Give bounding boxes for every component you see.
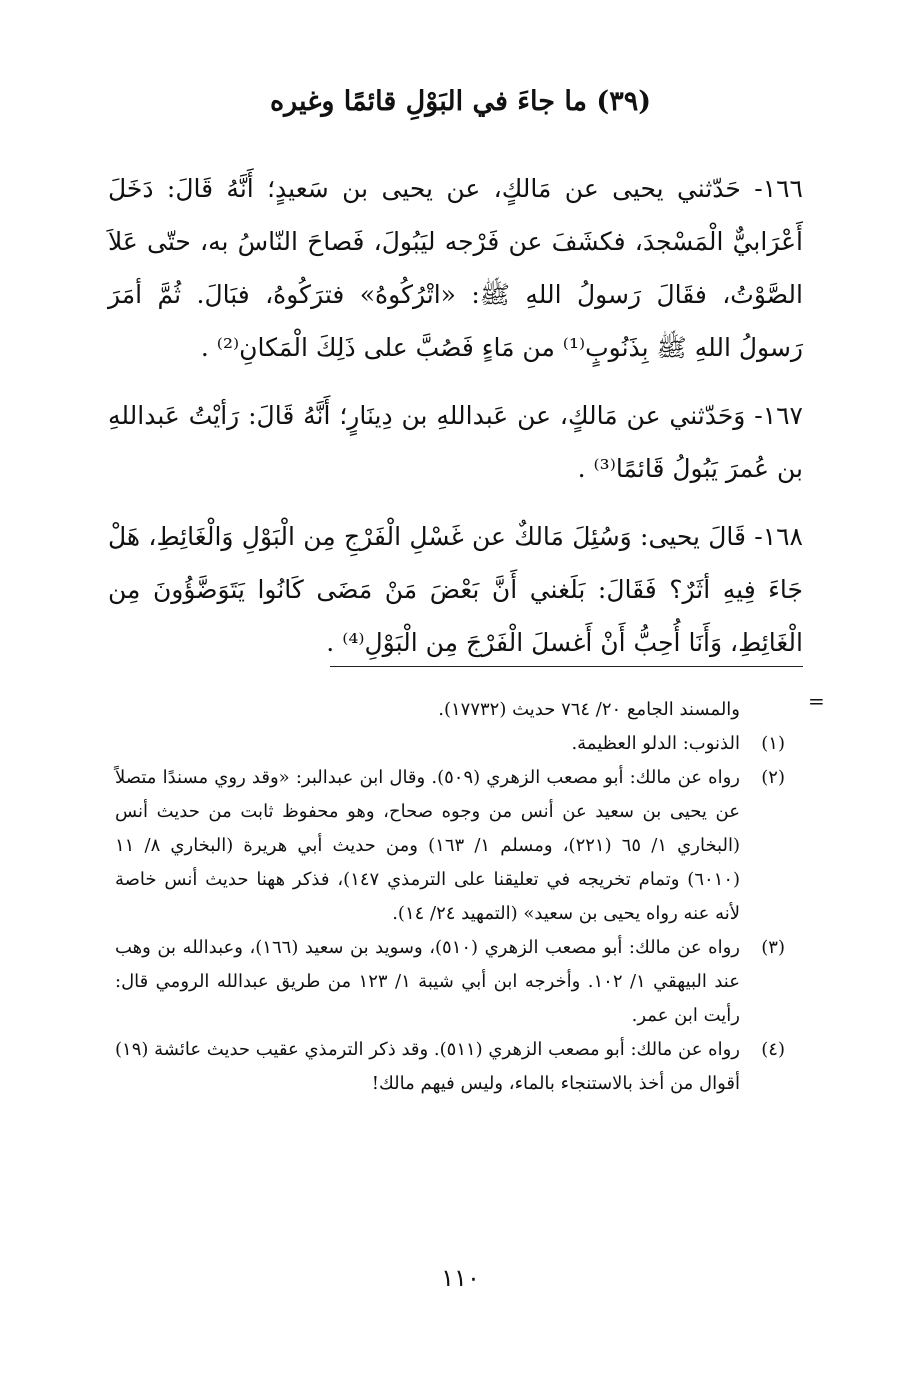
- footnote-4: [115, 1033, 785, 1101]
- footnote-number: (٣): [761, 937, 785, 958]
- footnote-text: رواه عن مالك: أبو مصعب الزهري (٥٠٩). وقال ابن عبدالبر: «وقد روي مسندًا متصلاً عن يحيى بن سعيد عن أنس من وجوه صحاح، وهو محفوظ ثابت من حديث أنس (البخاري ١/ ٦٥ (٢٢١)، ومسلم ١/ ١٦٣) ومن حديث أبي هريرة (البخاري ٨/ ١١ (٦٠١٠) وتمام تخريجه في تعليقنا على الترمذي ١٤٧)، فذكر ههنا حديث أنس خاصة لأنه عنه رواه يحيى بن سعيد» (التمهيد ٢٤/ ١٤).: [115, 767, 741, 924]
- footnote-number: (٤): [761, 1039, 785, 1060]
- footnote-number: (٢): [761, 767, 785, 788]
- footnotes-section: [115, 693, 785, 1101]
- footnote-3: [115, 931, 785, 1033]
- footnote-divider: [330, 666, 803, 667]
- footnote-text: رواه عن مالك: أبو مصعب الزهري (٥١٠)، وسويد بن سعيد (١٦٦)، وعبدالله بن وهب عند البيهقي ١/ ١٠٢. وأخرجه ابن أبي شيبة ١/ ١٢٣ من طريق عبدالله الرومي قال: رأيت ابن عمر.: [115, 937, 740, 1026]
- hadith-167: ١٦٧- وَحَدّثني عن مَالكٍ، عن عَبداللهِ بن دِينَارٍ؛ أَنَّهُ قَالَ: رَأيْتُ عَبداللهِ بن عُمرَ يَبُولُ قَائمًا⁽³⁾ .: [108, 401, 803, 483]
- footnote-continuation: والمسند الجامع ٢٠/ ٧٦٤ حديث (١٧٧٣٢).: [438, 699, 740, 720]
- hadith-168: ١٦٨- قَالَ يحيى: وَسُئِلَ مَالكٌ عن غَسْلِ الْفَرْجِ مِن الْبَوْلِ وَالْغَائِطِ، هَلْ جَاءَ فِيهِ أثَرٌ؟ فَقَالَ: بَلَغني أَنَّ بَعْضَ مَنْ مَضَى كَانُوا يَتَوَضَّؤُونَ مِن الْغَائِطِ، وَأَنَا أُحِبُّ أَنْ أَغسلَ الْفَرْجَ مِن الْبَوْلِ⁽⁴⁾ .: [108, 522, 803, 657]
- footnote-text: الذنوب: الدلو العظيمة.: [571, 733, 740, 754]
- chapter-title: (٣٩) ما جاءَ في البَوْلِ قائمًا وغيره: [270, 86, 651, 117]
- page-number: ١١٠: [441, 1264, 480, 1292]
- continued-footnote-mark: =: [808, 689, 825, 713]
- footnote-2: [115, 761, 785, 931]
- footnote-1: [115, 727, 785, 761]
- hadith-166: ١٦٦- حَدّثني يحيى عن مَالكٍ، عن يحيى بن سَعيدٍ؛ أَنَّهُ قَالَ: دَخَلَ أَعْرَابيٌّ الْمَسْجدَ، فكشَفَ عن فَرْجه ليَبُولَ، فَصاحَ النّاسُ به، حتّى عَلاَ الصَّوْتُ، فقَالَ رَسولُ اللهِ ﷺ: «اتْرُكُوهُ» فترَكُوهُ، فبَالَ. ثُمَّ أمَرَ رَسولُ اللهِ ﷺ بِذَنُوبٍ⁽¹⁾ من مَاءٍ فَصُبَّ على ذَلِكَ الْمَكانِ⁽²⁾ .: [108, 174, 803, 362]
- footnote-text: رواه عن مالك: أبو مصعب الزهري (٥١١). وقد ذكر الترمذي عقيب حديث عائشة (١٩) أقوال من أخذ بالاستنجاء بالماء، وليس فيهم مالك!: [115, 1039, 740, 1094]
- footnote-number: (١): [761, 733, 785, 754]
